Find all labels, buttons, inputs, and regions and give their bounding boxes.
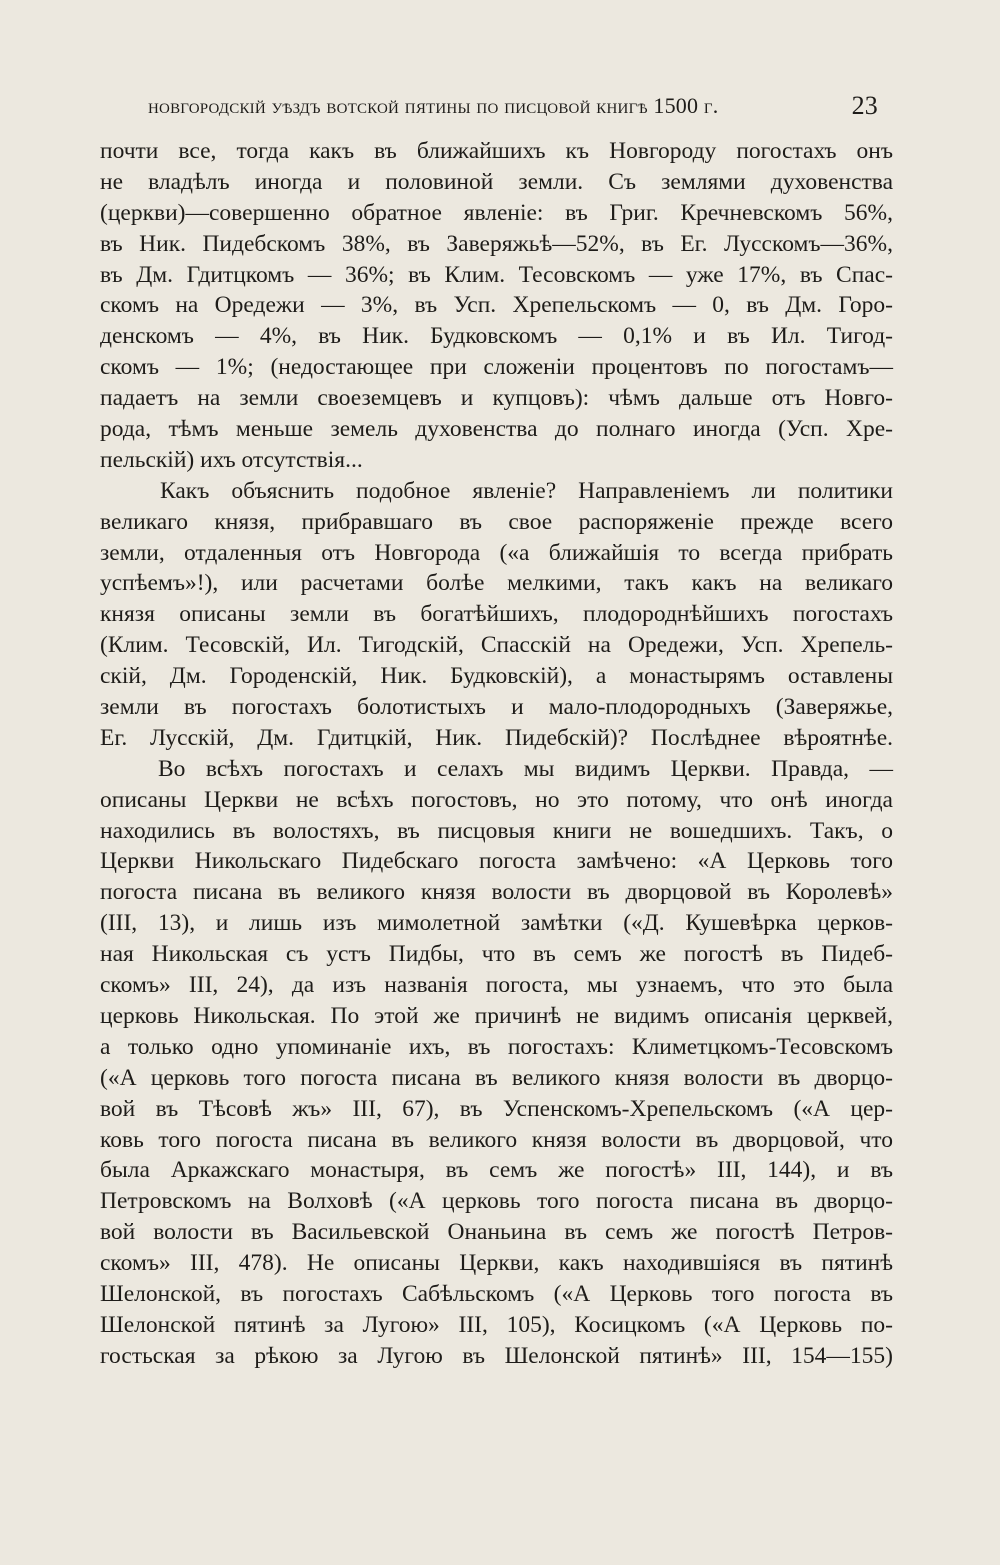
text-line: Шелонской, въ погостахъ Сабѣльскомъ («А Церковь того погоста въ	[100, 1280, 893, 1307]
text-line: вой волости въ Васильевской Онаньина въ семъ же погостѣ Петров-	[100, 1219, 893, 1246]
text-line: ковь того погоста писана въ великого князя волости въ дворцовой, что	[100, 1126, 893, 1153]
text-line: гостьская за рѣкою за Лугою въ Шелонской пятинѣ» III, 154—155)	[100, 1342, 893, 1369]
text-line: а только одно упоминаніе ихъ, въ погостахъ: Климетцкомъ-Тесовскомъ	[100, 1033, 893, 1060]
text-line: описаны Церкви не всѣхъ погостовъ, но это потому, что онѣ иногда	[100, 786, 893, 813]
text-line: земли, отдаленныя отъ Новгорода («а ближайшія то всегда прибрать	[100, 539, 893, 566]
page-header	[148, 88, 878, 124]
text-line: скомъ на Оредежи — 3%, въ Усп. Хрепельскомъ — 0, въ Дм. Горо-	[100, 292, 893, 319]
text-line: князя описаны земли въ богатѣйшихъ, плодороднѣйшихъ погостахъ	[100, 601, 893, 628]
text-line: была Аркажскаго монастыря, въ семъ же погостѣ» III, 144), и въ	[100, 1157, 893, 1184]
text-line: Во всѣхъ погостахъ и селахъ мы видимъ Церкви. Правда, —	[158, 755, 893, 782]
text-line: погоста писана въ великого князя волости въ дворцовой въ Королевѣ»	[100, 879, 893, 906]
running-title: новгородскій уѣздъ вотской пятины по писцовой книгѣ 1500 г.	[148, 93, 719, 118]
text-line: Петровскомъ на Волховѣ («А церковь того погоста писана въ дворцо-	[100, 1188, 893, 1215]
body-text	[100, 136, 893, 1372]
text-line: скій, Дм. Городенскій, Ник. Будковскій), а монастырямъ оставлены	[100, 663, 893, 690]
text-line: земли въ погостахъ болотистыхъ и мало-плодородныхъ (Заверяжье,	[100, 694, 893, 721]
paragraph-2	[100, 476, 893, 754]
text-line: великаго князя, прибравшаго въ свое распоряженіе прежде всего	[100, 508, 893, 535]
text-line: вой въ Тѣсовѣ жъ» III, 67), въ Успенскомъ-Хрепельскомъ («А цер-	[100, 1095, 893, 1122]
text-line: Шелонской пятинѣ за Лугою» III, 105), Косицкомъ («А Церковь по-	[100, 1311, 893, 1338]
text-line: скомъ — 1%; (недостающее при сложеніи процентовъ по погостамъ—	[100, 354, 893, 381]
text-line: пельскій) ихъ отсутствія...	[100, 446, 363, 473]
text-line: скомъ» III, 478). Не описаны Церкви, какъ находившіяся въ пятинѣ	[100, 1250, 893, 1277]
text-line: (Клим. Тесовскій, Ил. Тигодскій, Спасскій на Оредежи, Усп. Хрепель-	[100, 632, 893, 659]
text-line: не владѣлъ иногда и половиной земли. Съ землями духовенства	[100, 168, 893, 195]
text-line: падаетъ на земли своеземцевъ и купцовъ): чѣмъ дальше отъ Новго-	[100, 385, 893, 412]
page-number: 23	[851, 91, 878, 120]
text-line: Церкви Никольскаго Пидебскаго погоста замѣчено: «А Церковь того	[100, 848, 893, 875]
paragraph-1	[100, 136, 893, 476]
text-line: (церкви)—совершенно обратное явленіе: въ Григ. Кречневскомъ 56%,	[100, 199, 893, 226]
text-line: ная Никольская съ устъ Пидбы, что въ семъ же погостѣ въ Пидеб-	[100, 941, 893, 968]
text-line: Какъ объяснить подобное явленіе? Направленіемъ ли политики	[160, 477, 893, 504]
text-line: почти все, тогда какъ въ ближайшихъ къ Новгороду погостахъ онъ	[100, 138, 893, 164]
text-line: денскомъ — 4%, въ Ник. Будковскомъ — 0,1% и въ Ил. Тигод-	[100, 323, 893, 350]
text-line: въ Ник. Пидебскомъ 38%, въ Заверяжьѣ—52%, въ Ег. Лусскомъ—36%,	[100, 230, 893, 257]
text-line: церковь Никольская. По этой же причинѣ не видимъ описанія церквей,	[100, 1002, 893, 1029]
paragraph-3	[100, 754, 893, 1372]
text-line: («А церковь того погоста писана въ великого князя волости въ дворцо-	[100, 1064, 893, 1091]
text-line: успѣемъ»!), или расчетами болѣе мелкими, такъ какъ на великаго	[100, 570, 893, 597]
text-line: (III, 13), и лишь изъ мимолетной замѣтки («Д. Кушевѣрка церков-	[100, 910, 893, 937]
text-line: въ Дм. Гдитцкомъ — 36%; въ Клим. Тесовскомъ — уже 17%, въ Спас-	[100, 261, 893, 288]
text-line: Ег. Лусскій, Дм. Гдитцкій, Ник. Пидебскій)? Послѣднее вѣроятнѣе.	[100, 724, 893, 751]
text-line: скомъ» III, 24), да изъ названія погоста, мы узнаемъ, что это была	[100, 972, 893, 999]
text-line: рода, тѣмъ меньше земель духовенства до полнаго иногда (Усп. Хре-	[100, 416, 893, 443]
text-line: находились въ волостяхъ, въ писцовыя книги не вошедшихъ. Такъ, о	[100, 817, 893, 844]
